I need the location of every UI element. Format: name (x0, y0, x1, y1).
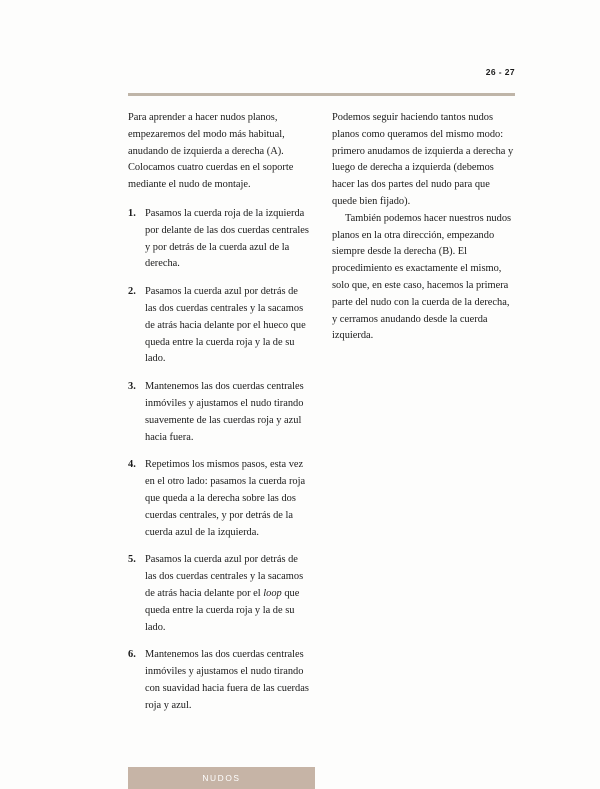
two-column-body (128, 110, 515, 726)
step-text (145, 381, 304, 442)
step-text-before: Repetimos los mismos pasos, esta vez en el otro lado: pasamos la cuerda roja que queda a la derecha sobre las dos cuerdas centrales, y por detrás de la cuerda azul de la izquierda. (145, 459, 306, 538)
footer-section-bar (128, 767, 315, 789)
step-number: 1. (128, 207, 136, 219)
list-item (128, 647, 310, 714)
right-paragraph-1: Podemos seguir haciendo tantos nudos planos como queramos del mismo modo: primero anudamos de izquierda a derecha y luego de derecha a izquierda (debemos hacer las dos partes del nudo para que quede bien fijado). (332, 112, 514, 207)
step-emphasis: loop (263, 587, 282, 599)
right-paragraph-2: También podemos hacer nuestros nudos planos en la otra dirección, empezando siempre desde la derecha (B). El procedimiento es exactamente el mismo, solo que, en este caso, hacemos la primera parte del nudo con la cuerda de la derecha, y cerramos anudando desde la cuerda izquierda. (332, 212, 512, 342)
step-text (145, 554, 303, 632)
step-number: 5. (128, 554, 136, 566)
step-text (145, 208, 309, 269)
step-text-before: Mantenemos las dos cuerdas centrales inmóviles y ajustamos el nudo tirando suavemente de las cuerdas roja y azul hacia fuera. (145, 381, 304, 443)
intro-paragraph: Para aprender a hacer nudos planos, empezaremos del modo más habitual, anudando de izquierda a derecha (A). Colocamos cuatro cuerdas en el soporte mediante el nudo de montaje. (128, 112, 294, 191)
steps-list (128, 206, 310, 715)
list-item (128, 206, 310, 273)
header-rule (128, 93, 515, 96)
list-item (128, 379, 310, 446)
step-number: 2. (128, 286, 136, 298)
step-number: 3. (128, 381, 136, 393)
step-text-after: que queda entre la cuerda roja y la de su lado. (145, 587, 300, 633)
page-folio: 26 - 27 (485, 67, 515, 77)
list-item (128, 284, 310, 368)
list-item (128, 552, 310, 636)
step-text-before: Pasamos la cuerda azul por detrás de las dos cuerdas centrales y la sacamos de atrás hacia delante por el hueco que queda entre la cuerda roja y la de su lado. (145, 286, 306, 365)
step-text-before: Pasamos la cuerda roja de la izquierda por delante de las dos cuerdas centrales y por detrás de la cuerda azul de la derecha. (145, 207, 309, 270)
footer-section-label: NUDOS (202, 773, 241, 783)
step-text-before: Mantenemos las dos cuerdas centrales inmóviles y ajustamos el nudo tirando con suavidad hacia fuera de las cuerdas roja y azul. (145, 649, 309, 711)
step-number: 4. (128, 459, 136, 471)
list-item (128, 457, 310, 541)
step-text (145, 286, 306, 364)
step-text (145, 649, 309, 710)
right-column (332, 110, 514, 726)
step-text-before: Pasamos la cuerda azul por detrás de las dos cuerdas centrales y la sacamos de atrás hacia delante por el (145, 554, 304, 599)
left-column (128, 110, 310, 726)
step-number: 6. (128, 649, 136, 661)
step-text (145, 459, 305, 537)
